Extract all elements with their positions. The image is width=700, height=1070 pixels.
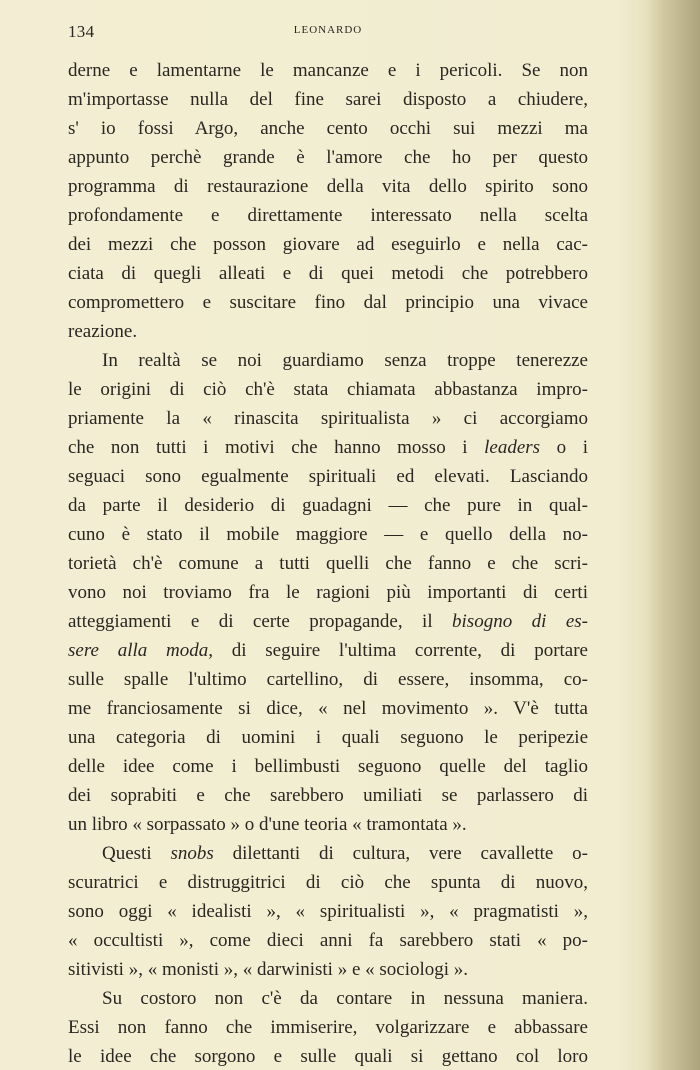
text-line: dei mezzi che posson giovare ad eseguirlo e nella cac- <box>68 234 588 255</box>
running-title: LEONARDO <box>293 24 363 36</box>
text-line: sono oggi « idealisti », « spiritualisti », « pragmatisti », <box>68 901 588 922</box>
text-line: priamente la « rinascita spiritualista » ci accorgiamo <box>68 408 588 429</box>
text-line: profondamente e direttamente interessato nella scelta <box>68 205 588 226</box>
text-line: cuno è stato il mobile maggiore — e quello della no- <box>68 524 588 545</box>
text-line: m'importasse nulla del fine sarei disposto a chiudere, <box>68 89 588 110</box>
paragraph-end-line: reazione. <box>68 321 138 342</box>
text-line: appunto perchè grande è l'amore che ho per questo <box>68 147 588 168</box>
paragraph-start-line <box>68 839 588 868</box>
text-line: una categoria di uomini i quali seguono le peripezie <box>68 727 588 748</box>
italic-phrase: bisogno di es- <box>452 611 588 632</box>
text-run: o i <box>540 437 588 458</box>
text-line: derne e lamentarne le mancanze e i pericoli. Se non <box>68 60 588 81</box>
text-line: scuratrici e distruggitrici di ciò che spunta di nuovo, <box>68 872 588 893</box>
text-line: Essi non fanno che immiserire, volgarizzare e abbassare <box>68 1017 588 1038</box>
page-gutter-shadow <box>648 0 700 1070</box>
text-line: dei soprabiti e che sarebbero umiliati se parlassero di <box>68 785 588 806</box>
text-line: da parte il desiderio di guadagni — che pure in qual- <box>68 495 588 516</box>
text-line: torietà ch'è comune a tutti quelli che fanno e che scri- <box>68 553 588 574</box>
text-line: me franciosamente si dice, « nel movimento ». V'è tutta <box>68 698 588 719</box>
paragraph-end-line: un libro « sorpassato » o d'une teoria « tramontata ». <box>68 814 467 835</box>
text-line: le origini di ciò ch'è stata chiamata abbastanza impro- <box>68 379 588 400</box>
page-number: 134 <box>68 22 95 41</box>
italic-term: snobs <box>170 843 214 864</box>
text-line: s' io fossi Argo, anche cento occhi sui mezzi ma <box>68 118 588 139</box>
text-line: vono noi troviamo fra le ragioni più importanti di certi <box>68 582 588 603</box>
text-line: « occultisti », come dieci anni fa sarebbero stati « po- <box>68 930 588 951</box>
text-run: che non tutti i motivi che hanno mosso i <box>68 437 485 458</box>
text-run: dilettanti di cultura, vere cavallette o- <box>213 843 589 864</box>
text-run: di seguire l'ultima corrente, di portare <box>213 640 588 661</box>
running-head <box>68 22 588 42</box>
text-line: compromettero e suscitare fino dal principio una vivace <box>68 292 588 313</box>
text-line: le idee che sorgono e sulle quali si gettano col loro <box>68 1046 588 1067</box>
italic-phrase: sere alla moda, <box>68 640 213 661</box>
text-line <box>68 433 588 462</box>
italic-term: leaders <box>484 437 541 458</box>
text-line <box>68 607 588 636</box>
text-run: Questi <box>102 843 171 864</box>
text-line: programma di restaurazione della vita dello spirito sono <box>68 176 588 197</box>
text-line: seguaci sono egualmente spirituali ed elevati. Lasciando <box>68 466 588 487</box>
paragraph-end-line: sitivisti », « monisti », « darwinisti » e « sociologi ». <box>68 959 469 980</box>
text-line <box>68 636 588 665</box>
body-text <box>68 56 588 1070</box>
text-run: atteggiamenti e di certe propagande, il <box>68 611 453 632</box>
text-line: delle idee come i bellimbusti seguono quelle del taglio <box>68 756 588 777</box>
paragraph-start-line: In realtà se noi guardiamo senza troppe tenerezze <box>102 350 588 371</box>
text-line: ciata di quegli alleati e di quei metodi che potrebbero <box>68 263 588 284</box>
text-line: sulle spalle l'ultimo cartellino, di essere, insomma, co- <box>68 669 588 690</box>
paragraph-start-line: Su costoro non c'è da contare in nessuna maniera. <box>102 988 588 1009</box>
